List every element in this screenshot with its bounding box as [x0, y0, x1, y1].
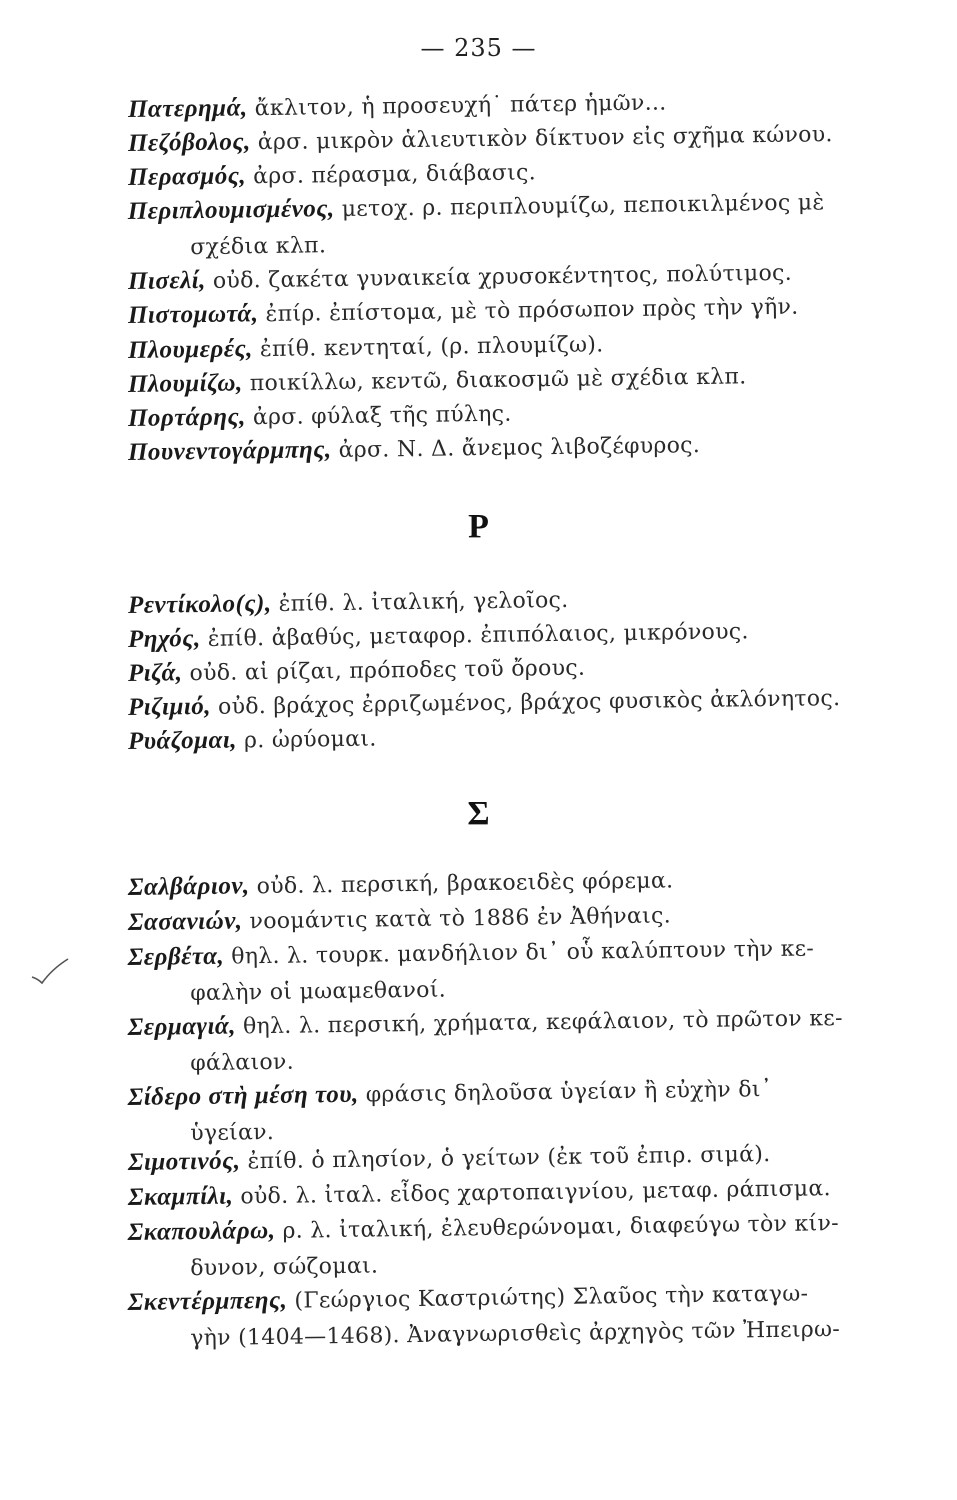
entry-definition: ἐπίθ. κεντηταί, (ρ. πλουμίζω). [259, 332, 604, 363]
entry-definition-continuation: φαλὴν οἱ μωαμεθανοί. [190, 977, 447, 1007]
entry-definition: ἀρσ. πέρασμα, διάβασις. [253, 160, 537, 190]
entry-headword: Σαλβάριον, [127, 872, 250, 901]
entry-definition-continuation: σχέδια κλπ. [190, 233, 327, 261]
pencil-check-mark [28, 955, 72, 991]
entry-headword: Πουνεντογάρμπης, [127, 436, 332, 466]
entry-headword: Πλουμερές, [127, 335, 254, 364]
entry-definition: ἀρσ. Ν. Δ. ἄνεμος λιβοζέφυρος. [338, 433, 701, 464]
page-number: — 235 — [420, 34, 537, 62]
entry-headword: Ριζά, [127, 659, 183, 687]
entry-definition: ποικίλλω, κεντῶ, διακοσμῶ μὲ σχέδια κλπ. [249, 364, 747, 397]
entry-definition: οὐδ. βράχος ἐρριζωμένος, βράχος φυσικὸς ἀκλόνητος. [217, 686, 841, 720]
entry-definition: ἀρσ. μικρὸν ἁλιευτικὸν δίκτυον εἰς σχῆμα κώνου. [257, 122, 833, 156]
entry-headword: Πατερημά, [127, 94, 248, 123]
entry-headword: Ρηχός, [127, 624, 201, 653]
entry-definition: μετοχ. ρ. περιπλουμίζω, πεποικιλμένος μὲ [341, 190, 825, 223]
entry-definition: ἐπίθ. λ. ἰταλική, γελοῖος. [278, 587, 569, 617]
entry-definition: ἐπίθ. ἀβαθύς, μεταφορ. ἐπιπόλαιος, μικρόνους. [207, 619, 749, 652]
entry-definition-continuation: δυνον, σώζομαι. [190, 1253, 379, 1282]
entry-definition-continuation: φάλαιον. [190, 1049, 295, 1077]
entry-headword: Πισελί, [127, 266, 207, 295]
entry-definition: νοομάντις κατὰ τὸ 1886 ἐν Ἀθήναις. [249, 903, 672, 935]
entry-definition: ρ. ὠρύομαι. [243, 726, 377, 754]
entry-headword: Πορτάρης, [127, 403, 247, 432]
entry-headword: Ρυάζομαι, [127, 726, 238, 755]
entry-headword: Πλουμίζω, [127, 369, 243, 398]
entry-headword: Πιστομωτά, [127, 300, 259, 329]
entry-definition: ἐπίρ. ἐπίστομα, μὲ τὸ πρόσωπον πρὸς τὴν γῆν. [265, 294, 799, 328]
entry-definition: οὐδ. αἱ ρίζαι, πρόποδες τοῦ ὄρους. [189, 655, 586, 687]
entry-definition: φράσις δηλοῦσα ὑγείαν ἢ εὐχὴν δι᾽ [365, 1077, 773, 1108]
entry-headword: Ριζιμιό, [127, 692, 212, 721]
entry-headword: Πεζόβολος, [127, 128, 251, 157]
entry-headword: Περιπλουμισμένος, [127, 195, 335, 226]
entry-definition: οὐδ. λ. ἰταλ. εἶδος χαρτοπαιγνίου, μεταφ. ράπισμα. [240, 1176, 832, 1210]
entry-headword: Σκαπουλάρω, [127, 1216, 276, 1247]
entry-definition-continuation: γὴν (1404—1468). Ἀναγνωρισθεὶς ἀρχηγὸς τῶν Ἠπειρω- [190, 1317, 841, 1352]
entry-definition: ἀρσ. φύλαξ τῆς πύλης. [252, 401, 512, 431]
entry-definition: θηλ. λ. περσική, χρήματα, κεφάλαιον, τὸ πρῶτον κε- [242, 1006, 843, 1040]
entry-definition: (Γεώργιος Καστριώτης) Σλαῦος τὴν καταγω- [294, 1281, 809, 1314]
entry-definition: θηλ. λ. τουρκ. μανδήλιον δι᾽ οὗ καλύπτουν τὴν κε- [231, 936, 815, 970]
entry-definition: οὐδ. ζακέτα γυναικεία χρυσοκέντητος, πολύτιμος. [212, 260, 793, 294]
entry-headword: Σερμαγιά, [127, 1012, 237, 1042]
entry-headword: Σιμοτινός, [127, 1147, 241, 1176]
entry-headword: Σίδερο στὴ μέση του, [127, 1080, 359, 1112]
entry-headword: Σκαμπίλι, [127, 1182, 234, 1211]
entry-headword: Σερβέτα, [127, 942, 225, 972]
entry-definition: οὐδ. λ. περσική, βρακοειδὲς φόρεμα. [256, 868, 674, 900]
entry-headword: Σασανιών, [127, 907, 243, 936]
entry-headword: Ρεντίκολο(ς), [127, 589, 272, 619]
entry-definition: ἄκλιτον, ἡ προσευχή˙ πάτερ ἡμῶν... [254, 90, 667, 122]
entry-definition-continuation: ὑγείαν. [190, 1119, 275, 1147]
entry-definition: ρ. λ. ἰταλική, ἐλευθερώνομαι, διαφεύγω τὸν κίν- [282, 1211, 840, 1244]
entry-headword: Περασμός, [127, 162, 247, 191]
entry-definition: ἐπίθ. ὁ πλησίον, ὁ γείτων (ἐκ τοῦ ἐπιρ. σιμά). [247, 1142, 771, 1175]
section-heading-sigma: Σ [467, 795, 490, 832]
section-heading-rho: Ρ [468, 508, 489, 545]
entry-headword: Σκεντέρμπεης, [127, 1286, 288, 1317]
dictionary-entry [127, 1274, 908, 1358]
